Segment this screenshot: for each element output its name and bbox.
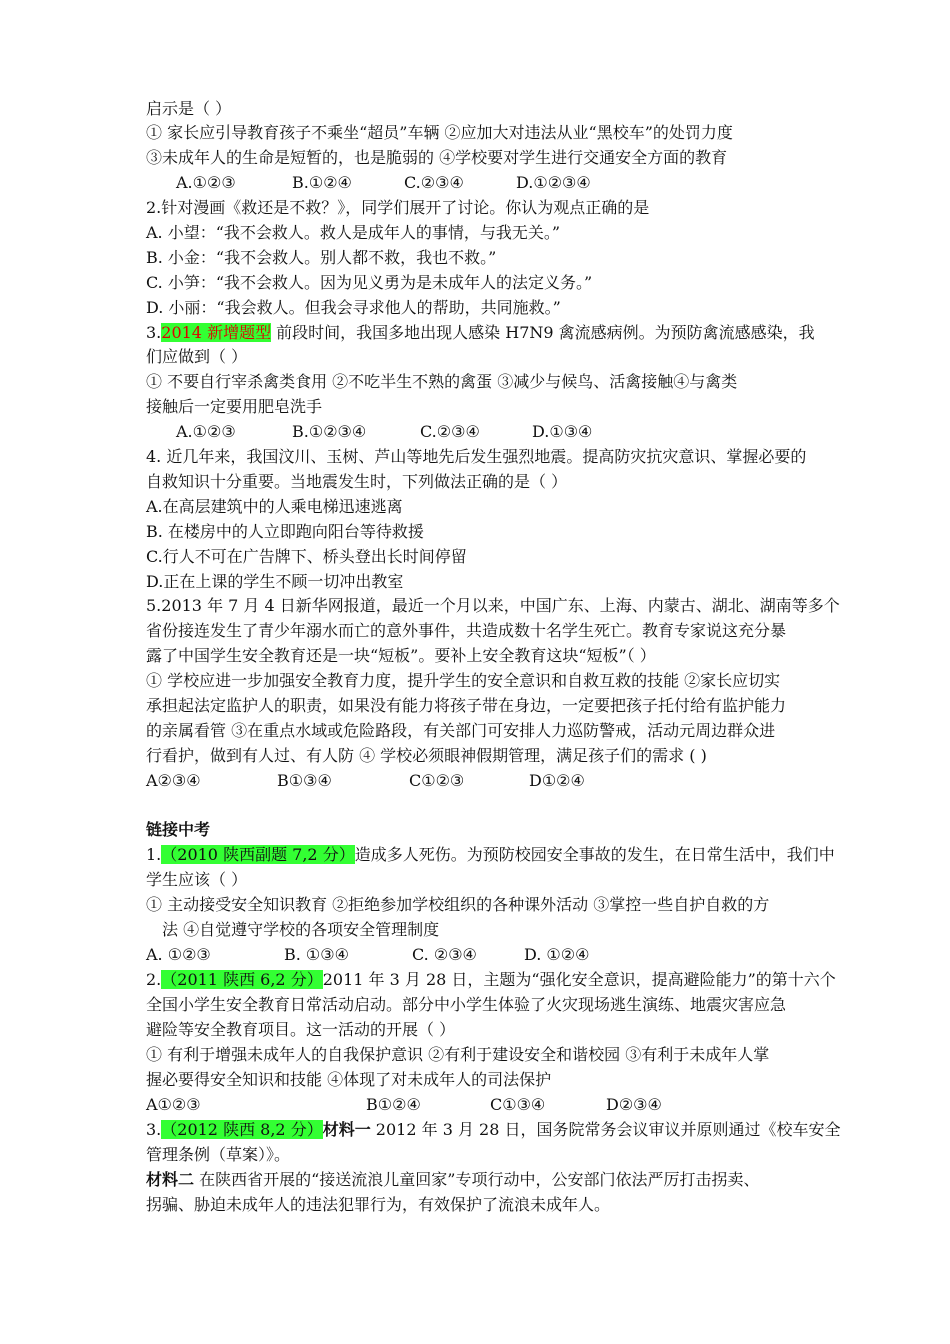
option-a: A. 小望：“我不会救人。救人是成年人的事情，与我无关。”	[146, 223, 561, 242]
question-3	[146, 321, 815, 345]
option-b: B. 小金：“我不会救人。别人都不救，我也不救。”	[146, 248, 497, 267]
option: C.②③④	[404, 173, 464, 192]
option: C①②③	[409, 771, 465, 790]
text-line: 管理条例（草案）》。	[146, 1145, 291, 1164]
answer-options	[146, 769, 585, 793]
text-line: 学生应该（ ）	[146, 870, 248, 889]
text-line: 接触后一定要用肥皂洗手	[146, 397, 323, 416]
option: D②③④	[606, 1095, 662, 1114]
text-line: ① 家长应引导教育孩子不乘坐“超员”车辆 ②应加大对违法从业“黑校车”的处罚力度	[146, 123, 733, 142]
option: A.①②③	[176, 422, 236, 441]
option: C.②③④	[420, 422, 480, 441]
material-two	[146, 1168, 759, 1192]
question-number: 1.	[146, 845, 162, 864]
text-line: 全国小学生安全教育日常活动启动。部分中小学生体验了火灾现场逃生演练、地震灾害应急	[146, 995, 787, 1014]
material-label: 材料一	[322, 1120, 371, 1139]
option: A.①②③	[176, 173, 236, 192]
option: B①③④	[277, 771, 332, 790]
option: A②③④	[146, 771, 201, 790]
option-c: C.行人不可在广告牌下、桥头登出长时间停留	[146, 547, 467, 566]
text-line: ① 不要自行宰杀禽类食用 ②不吃半生不熟的禽蛋 ③减少与候鸟、活禽接触④与禽类	[146, 372, 738, 391]
new-question-tag: 2014 新增题型	[161, 323, 272, 342]
question-4: 4. 近几年来，我国汶川、玉树、芦山等地先后发生强烈地震。提高防灾抗灾意识、掌握必要的	[146, 447, 807, 466]
question-number: 3.	[146, 1120, 162, 1139]
option: C①③④	[490, 1095, 546, 1114]
text-line: 们应做到（ ）	[146, 347, 248, 366]
option-b: B. 在楼房中的人立即跑向阳台等待救援	[146, 522, 424, 541]
text-line: 省份接连发生了青少年溺水而亡的意外事件，共造成数十名学生死亡。教育专家说这充分暴	[146, 621, 787, 640]
option: B. ①③④	[284, 945, 349, 964]
text-line: 的亲属看管 ③在重点水域或危险路段，有关部门可安排人力巡防警戒，活动元周边群众进	[146, 721, 776, 740]
answer-options	[176, 171, 591, 195]
question-number: 3.	[146, 323, 162, 342]
option-d: D. 小丽：“我会救人。但我会寻求他人的帮助，共同施救。”	[146, 298, 561, 317]
option: C. ②③④	[412, 945, 477, 964]
section-heading: 链接中考	[146, 820, 211, 839]
source-tag: （2012 陕西 8,2 分）	[161, 1120, 323, 1139]
text-line: 露了中国学生安全教育还是一块“短板”。要补上安全教育这块“短板”（ ）	[146, 646, 656, 665]
exam-question-3	[146, 1118, 841, 1142]
text-line: 启示是（ ）	[146, 99, 232, 118]
answer-options	[146, 943, 589, 967]
material-text: 在陕西省开展的“接送流浪儿童回家”专项行动中，公安部门依法严厉打击拐卖、	[194, 1170, 760, 1189]
source-tag: （2010 陕西副题 7,2 分）	[161, 845, 355, 864]
option: D.①③④	[532, 422, 593, 441]
question-text: 造成多人死伤。为预防校园安全事故的发生，在日常生活中，我们中	[354, 845, 835, 864]
option: B①②④	[366, 1095, 421, 1114]
option: A①②③	[146, 1095, 201, 1114]
question-2: 2.针对漫画《救还是不救？》，同学们展开了讨论。你认为观点正确的是	[146, 198, 650, 217]
text-line: 承担起法定监护人的职责，如果没有能力将孩子带在身边，一定要把孩子托付给有监护能力	[146, 696, 787, 715]
text-line: 行看护，做到有人过、有人防 ④ 学校必须眼神假期管理，满足孩子们的需求 ( )	[146, 746, 707, 765]
option: D①②④	[529, 771, 585, 790]
exam-question-1	[146, 843, 835, 867]
question-text: 2011 年 3 月 28 日，主题为“强化安全意识，提高避险能力”的第十六个	[322, 970, 836, 989]
text-line: ① 有利于增强未成年人的自我保护意识 ②有利于建设安全和谐校园 ③有利于未成年人掌	[146, 1045, 770, 1064]
option: A. ①②③	[146, 945, 211, 964]
exam-question-2	[146, 968, 836, 992]
question-text: 2012 年 3 月 28 日，国务院常务会议审议并原则通过《校车安全	[370, 1120, 841, 1139]
question-number: 2.	[146, 970, 162, 989]
text-line: 握必要得安全知识和技能 ④体现了对未成年人的司法保护	[146, 1070, 552, 1089]
text-line: ③未成年人的生命是短暂的，也是脆弱的 ④学校要对学生进行交通安全方面的教育	[146, 148, 728, 167]
text-line: 拐骗、胁迫未成年人的违法犯罪行为，有效保护了流浪未成年人。	[146, 1195, 611, 1214]
material-label: 材料二	[146, 1170, 195, 1189]
option: B.①②③④	[292, 422, 367, 441]
text-line: 避险等安全教育项目。这一活动的开展（ ）	[146, 1020, 456, 1039]
option: D. ①②④	[524, 945, 590, 964]
option: D.①②③④	[516, 173, 591, 192]
option-a: A.在高层建筑中的人乘电梯迅速逃离	[146, 497, 403, 516]
option-c: C. 小笋：“我不会救人。因为见义勇为是未成年人的法定义务。”	[146, 273, 593, 292]
option-d: D.正在上课的学生不顾一切冲出教室	[146, 572, 404, 591]
question-5: 5.2013 年 7 月 4 日新华网报道，最近一个月以来，中国广东、上海、内蒙古、湖北、湖南等多个	[146, 596, 840, 615]
text-line: ① 学校应进一步加强安全教育力度，提升学生的安全意识和自救互救的技能 ②家长应切实	[146, 671, 781, 690]
source-tag: （2011 陕西 6,2 分）	[161, 970, 323, 989]
text-line: ① 主动接受安全知识教育 ②拒绝参加学校组织的各种课外活动 ③掌控一些自护自救的方	[146, 895, 770, 914]
answer-options	[176, 420, 592, 444]
question-text: 前段时间，我国多地出现人感染 H7N9 禽流感病例。为预防禽流感感染，我	[271, 323, 815, 342]
answer-options	[146, 1093, 662, 1117]
option: B.①②④	[292, 173, 352, 192]
text-line: 自救知识十分重要。当地震发生时，下列做法正确的是（ ）	[146, 472, 568, 491]
text-line: 法 ④自觉遵守学校的各项安全管理制度	[162, 920, 440, 939]
